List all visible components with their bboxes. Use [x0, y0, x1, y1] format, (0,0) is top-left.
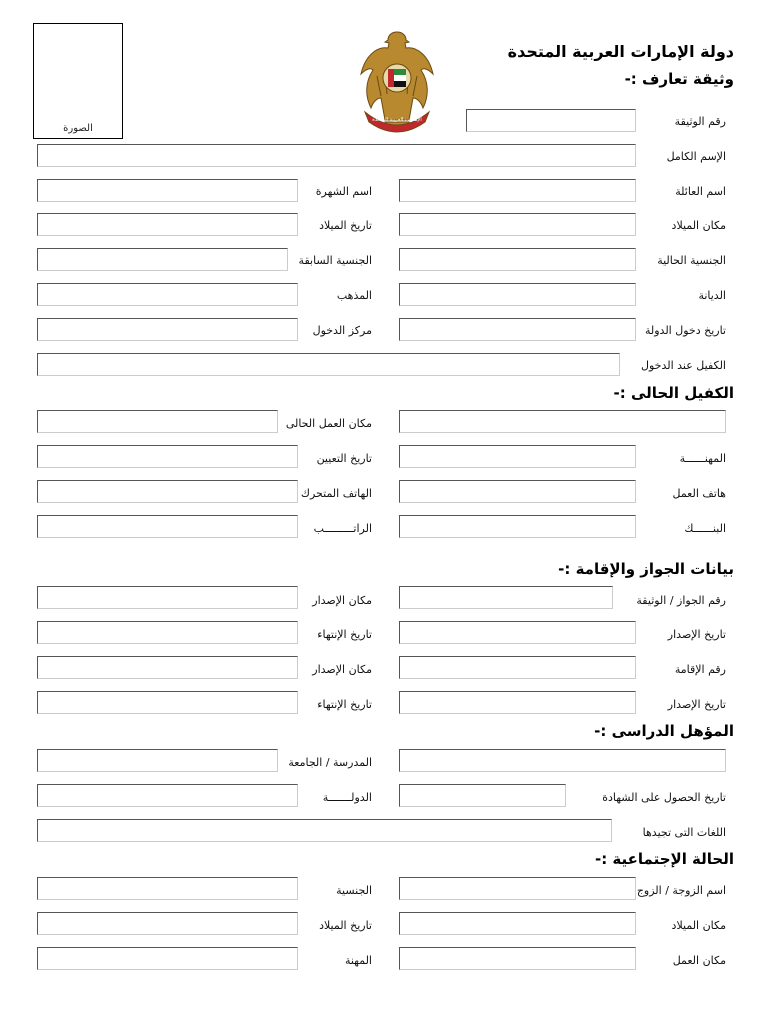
emblem-ribbon-text: الإمارات العربية المتحدة	[372, 117, 422, 123]
spouse-birth-place-label: مكان الميلاد	[671, 919, 726, 932]
sect-field[interactable]	[37, 283, 298, 306]
sect-label: المذهب	[336, 289, 372, 302]
languages-field[interactable]	[37, 819, 612, 842]
entry-point-field[interactable]	[37, 318, 298, 341]
spouse-workplace-label: مكان العمل	[672, 954, 726, 967]
education-extra-field[interactable]	[399, 749, 726, 772]
spouse-birth-date-field[interactable]	[37, 912, 298, 935]
spouse-profession-field[interactable]	[37, 947, 298, 970]
spouse-nationality-label: الجنسية	[336, 884, 372, 897]
mobile-field[interactable]	[37, 480, 298, 503]
profession-field[interactable]	[399, 445, 636, 468]
residence-issue-place-label: مكان الإصدار	[312, 663, 372, 676]
residence-issue-date-field[interactable]	[399, 691, 636, 714]
family-name-field[interactable]	[399, 179, 636, 202]
education-country-field[interactable]	[37, 784, 298, 807]
languages-label: اللغات التى تجيدها	[642, 826, 726, 839]
salary-field[interactable]	[37, 515, 298, 538]
residence-expiry-field[interactable]	[37, 691, 298, 714]
salary-label: الراتـــــــــب	[313, 522, 372, 535]
education-heading: المؤهل الدراسى :-	[594, 722, 734, 740]
social-heading: الحالة الإجتماعية :-	[594, 850, 734, 868]
residence-expiry-label: تاريخ الإنتهاء	[317, 698, 372, 711]
mobile-label: الهاتف المتحرك	[300, 487, 372, 500]
religion-label: الديانة	[698, 289, 726, 302]
current-nationality-field[interactable]	[399, 248, 636, 271]
residence-issue-date-label: تاريخ الإصدار	[667, 698, 726, 711]
residence-issue-place-field[interactable]	[37, 656, 298, 679]
entry-date-label: تاريخ دخول الدولة	[645, 324, 726, 337]
country-title: دولة الإمارات العربية المتحدة	[507, 42, 734, 61]
doc-no-label: رقم الوثيقة	[674, 115, 726, 128]
religion-field[interactable]	[399, 283, 636, 306]
spouse-nationality-field[interactable]	[37, 877, 298, 900]
passport-issue-place-field[interactable]	[37, 586, 298, 609]
passport-expiry-label: تاريخ الإنتهاء	[317, 628, 372, 641]
birth-place-label: مكان الميلاد	[671, 219, 726, 232]
passport-issue-date-label: تاريخ الإصدار	[667, 628, 726, 641]
passport-heading: بيانات الجواز والإقامة :-	[558, 560, 734, 578]
nickname-field[interactable]	[37, 179, 298, 202]
birth-date-label: تاريخ الميلاد	[319, 219, 372, 232]
passport-no-label: رقم الجواز / الوثيقة	[636, 594, 726, 607]
entry-date-field[interactable]	[399, 318, 636, 341]
current-workplace-label: مكان العمل الحالى	[285, 417, 372, 430]
spouse-name-field[interactable]	[399, 877, 636, 900]
profession-label: المهنــــــة	[679, 452, 726, 465]
photo-label: الصورة	[63, 123, 93, 134]
entry-point-label: مركز الدخول	[312, 324, 372, 337]
appointment-date-label: تاريخ التعيين	[316, 452, 372, 465]
current-nationality-label: الجنسية الحالية	[657, 254, 726, 267]
passport-issue-place-label: مكان الإصدار	[312, 594, 372, 607]
photo-box	[33, 23, 123, 139]
previous-nationality-label: الجنسية السابقة	[298, 254, 372, 267]
birth-date-field[interactable]	[37, 213, 298, 236]
doc-no-field[interactable]	[466, 109, 636, 132]
spouse-birth-date-label: تاريخ الميلاد	[319, 919, 372, 932]
nickname-label: اسم الشهرة	[315, 185, 372, 198]
passport-no-field[interactable]	[399, 586, 613, 609]
current-workplace-field[interactable]	[37, 410, 278, 433]
work-phone-field[interactable]	[399, 480, 636, 503]
bank-label: البنــــــك	[684, 522, 726, 535]
bank-field[interactable]	[399, 515, 636, 538]
cert-date-field[interactable]	[399, 784, 566, 807]
sponsor-name-field[interactable]	[399, 410, 726, 433]
passport-issue-date-field[interactable]	[399, 621, 636, 644]
residence-no-label: رقم الإقامة	[674, 663, 726, 676]
family-name-label: اسم العائلة	[675, 185, 726, 198]
education-country-label: الدولـــــــة	[322, 791, 372, 804]
birth-place-field[interactable]	[399, 213, 636, 236]
full-name-label: الإسم الكامل	[666, 150, 726, 163]
residence-no-field[interactable]	[399, 656, 636, 679]
cert-date-label: تاريخ الحصول على الشهادة	[602, 791, 726, 804]
sponsor-at-entry-label: الكفيل عند الدخول	[640, 359, 726, 372]
current-sponsor-heading: الكفيل الحالى :-	[613, 384, 734, 402]
previous-nationality-field[interactable]	[37, 248, 288, 271]
passport-expiry-field[interactable]	[37, 621, 298, 644]
work-phone-label: هاتف العمل	[672, 487, 726, 500]
spouse-name-label: اسم الزوجة / الزوج	[636, 884, 726, 897]
school-label: المدرسة / الجامعة	[288, 756, 372, 769]
document-title: وثيقة تعارف :-	[624, 70, 734, 88]
spouse-birth-place-field[interactable]	[399, 912, 636, 935]
school-field[interactable]	[37, 749, 278, 772]
full-name-field[interactable]	[37, 144, 636, 167]
spouse-workplace-field[interactable]	[399, 947, 636, 970]
sponsor-at-entry-field[interactable]	[37, 353, 620, 376]
spouse-profession-label: المهنة	[344, 954, 372, 967]
appointment-date-field[interactable]	[37, 445, 298, 468]
